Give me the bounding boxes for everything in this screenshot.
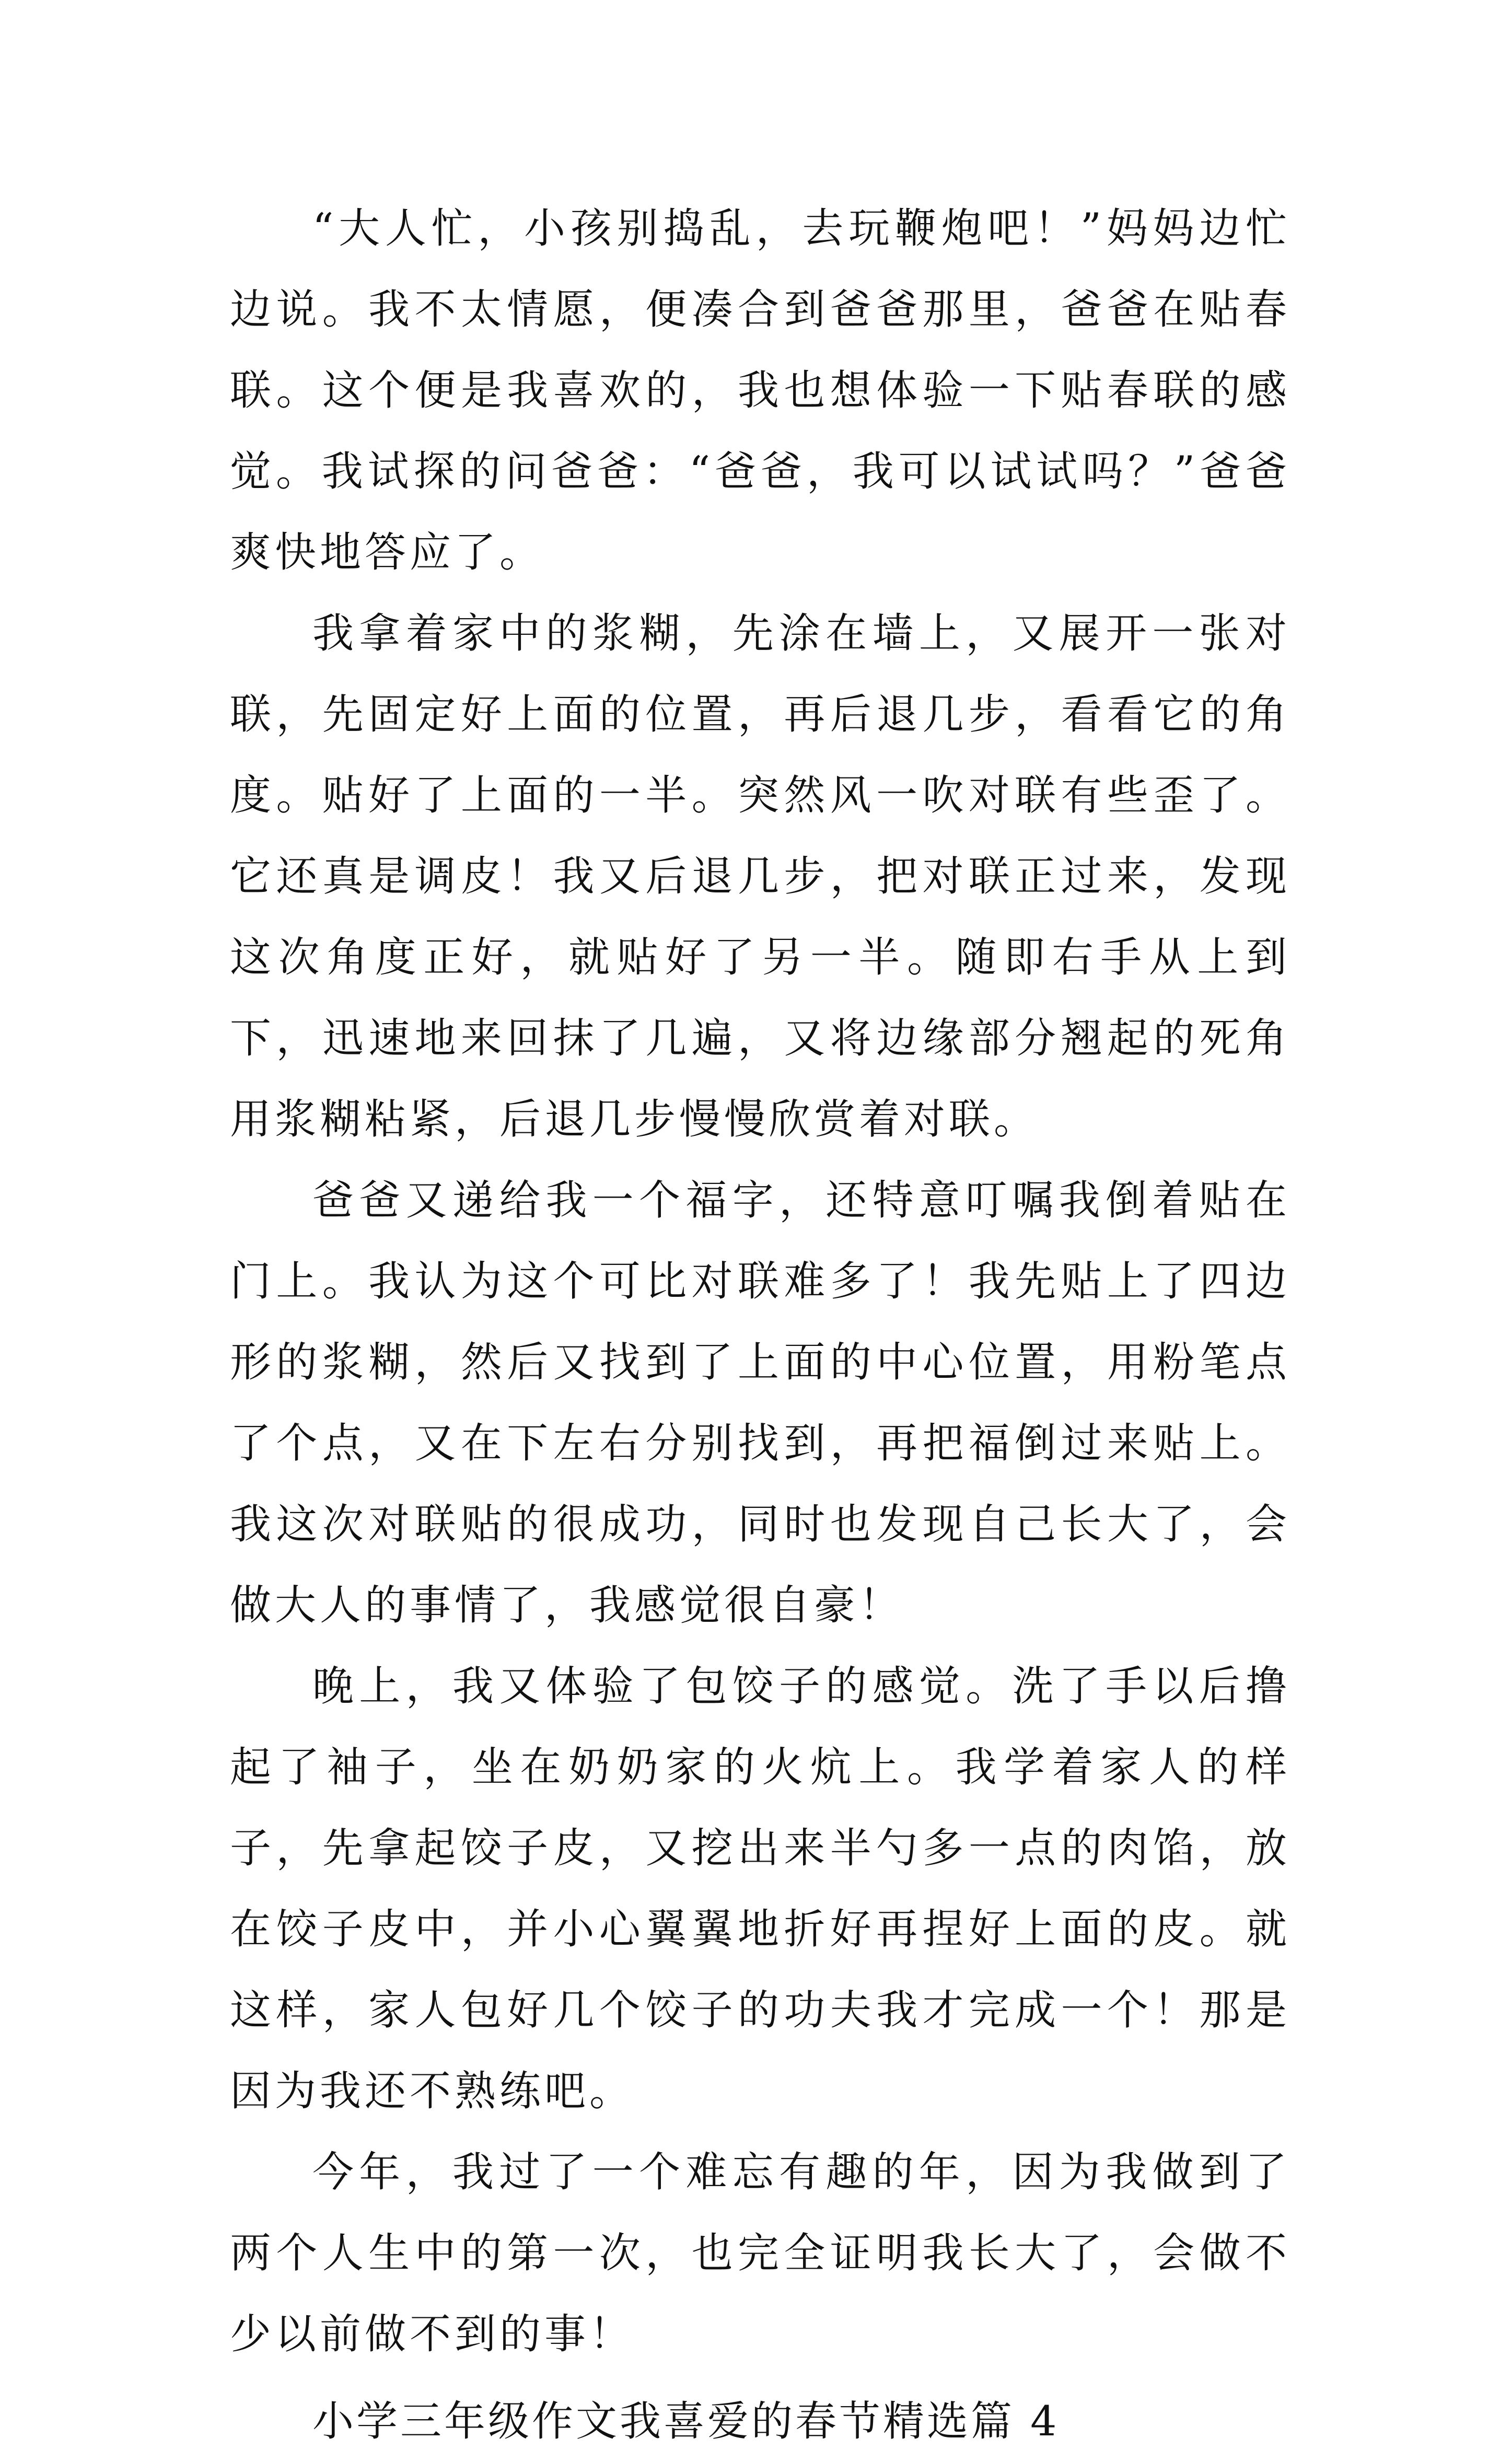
paragraph-3: 爸爸又递给我一个福字，还特意叮嘱我倒着贴在门上。我认为这个可比对联难多了！我先贴上了四边形的浆糊，然后又找到了上面的中心位置，用粉笔点了个点，又在下左右分别找到，再把福倒过来贴上。我这次对联贴的很成功，同时也发现自己长大了，会做大人的事情了，我感觉很自豪！ (230, 1176, 1290, 1629)
paragraph-4: 晚上，我又体验了包饺子的感觉。洗了手以后撸起了袖子，坐在奶奶家的火炕上。我学着家人的样子，先拿起饺子皮，又挖出来半勺多一点的肉馅，放在饺子皮中，并小心翼翼地折好再捏好上面的皮。就这样，家人包好几个饺子的功夫我才完成一个！那是因为我还不熟练吧。 (230, 1662, 1290, 2115)
paragraph-5: 今年，我过了一个难忘有趣的年，因为我做到了两个人生中的第一次，也完全证明我长大了，会做不少以前做不到的事！ (230, 2148, 1290, 2358)
paragraph-1: “大人忙，小孩别捣乱，去玩鞭炮吧！”妈妈边忙边说。我不太情愿，便凑合到爸爸那里，爸爸在贴春联。这个便是我喜欢的，我也想体验一下贴春联的感觉。我试探的问爸爸：“爸爸，我可以试试吗？”爸爸爽快地答应了。 (230, 204, 1290, 576)
section-heading: 小学三年级作文我喜爱的春节精选篇 4 (312, 2397, 1060, 2445)
paragraph-2: 我拿着家中的浆糊，先涂在墙上，又展开一张对联，先固定好上面的位置，再后退几步，看看它的角度。贴好了上面的一半。突然风一吹对联有些歪了。它还真是调皮！我又后退几步，把对联正过来，发现这次角度正好，就贴好了另一半。随即右手从上到下，迅速地来回抹了几遍，又将边缘部分翘起的死角用浆糊粘紧，后退几步慢慢欣赏着对联。 (230, 609, 1290, 1143)
document-body (230, 188, 1290, 2462)
